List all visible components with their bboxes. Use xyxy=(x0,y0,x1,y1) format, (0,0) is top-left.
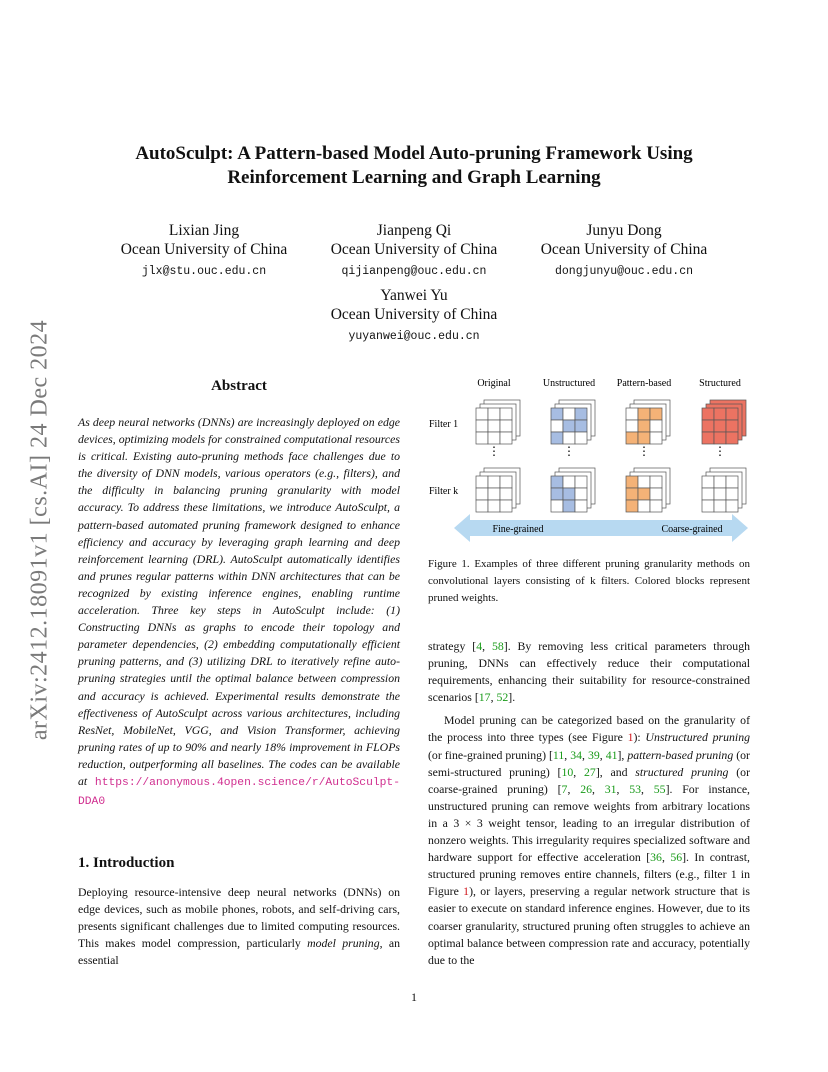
pruned-weight-cell xyxy=(575,408,587,420)
pruned-weight-cell xyxy=(626,488,638,500)
citation-link[interactable]: 17 xyxy=(478,690,491,705)
figure-ref-link[interactable]: 1 xyxy=(627,730,634,745)
author-email[interactable]: yuyanwei@ouc.edu.cn xyxy=(348,330,480,343)
weight-cell xyxy=(650,500,662,512)
intro-emphasis: model pruning xyxy=(307,936,380,951)
intro-text: Deploying resource-intensive deep neural networks (DNNs) on edge devices, such as mobile phones, robots, and self-driving cars, presents significant challenges due to limited computing resources. This makes model compression, particularly xyxy=(78,885,400,951)
weight-cell xyxy=(488,476,500,488)
weight-cell xyxy=(726,500,738,512)
pruned-weight-cell xyxy=(626,500,638,512)
author-name: Junyu Dong xyxy=(586,222,662,239)
pruned-weight-cell xyxy=(714,408,726,420)
pruned-weight-cell xyxy=(726,408,738,420)
arrow-label-left: Fine-grained xyxy=(492,524,544,535)
pruned-weight-cell xyxy=(563,488,575,500)
text-run: , xyxy=(482,639,492,653)
pruned-weight-cell xyxy=(638,488,650,500)
author-affiliation: Ocean University of China xyxy=(330,306,498,323)
figure-ref-link[interactable]: 1 xyxy=(463,884,470,899)
weight-cell xyxy=(476,420,488,432)
author-name: Jianpeng Qi xyxy=(376,222,452,239)
pruned-weight-cell xyxy=(702,420,714,432)
figure-column-label: Structured xyxy=(699,378,741,389)
weight-cell xyxy=(551,420,563,432)
citation-link[interactable]: 36 xyxy=(650,850,662,865)
title-line-1: AutoSculpt: A Pattern-based Model Auto-pruning Framework Using xyxy=(135,143,693,164)
arrow-label-right: Coarse-grained xyxy=(661,524,723,535)
abstract-body xyxy=(78,414,400,811)
page-number: 1 xyxy=(411,990,417,1004)
pruned-weight-cell xyxy=(714,420,726,432)
pruned-weight-cell xyxy=(726,420,738,432)
weight-cell xyxy=(500,500,512,512)
author-affiliation: Ocean University of China xyxy=(120,241,288,258)
pruned-weight-cell xyxy=(551,432,563,444)
abstract-heading: Abstract xyxy=(211,378,267,394)
weight-cell xyxy=(551,500,563,512)
text-run: ]. xyxy=(508,690,516,705)
pruned-weight-cell xyxy=(626,476,638,488)
citation-link[interactable]: 26 xyxy=(580,781,592,796)
weight-cell xyxy=(650,476,662,488)
weight-cell xyxy=(476,500,488,512)
code-link[interactable]: https://anonymous.4open.science/r/AutoSculpt-DDA0 xyxy=(78,776,400,809)
section-heading: 1. Introduction xyxy=(78,855,175,871)
weight-cell xyxy=(563,476,575,488)
weight-cell xyxy=(714,500,726,512)
weight-cell xyxy=(702,476,714,488)
ellipsis-dots: ⋮ xyxy=(563,444,575,458)
weight-cell xyxy=(476,476,488,488)
weight-cell xyxy=(575,500,587,512)
weight-cell xyxy=(500,476,512,488)
author-block xyxy=(524,221,724,281)
intro-paragraph xyxy=(78,884,400,969)
author-affiliation: Ocean University of China xyxy=(540,241,708,258)
ellipsis-dots: ⋮ xyxy=(714,444,726,458)
figure-row-label: Filter 1 xyxy=(429,419,459,430)
pruned-weight-cell xyxy=(726,432,738,444)
weight-cell xyxy=(488,488,500,500)
paper-title xyxy=(100,142,728,190)
pruned-weight-cell xyxy=(575,420,587,432)
weight-cell xyxy=(638,476,650,488)
author-name: Yanwei Yu xyxy=(380,287,448,304)
right-column-body xyxy=(428,638,750,969)
abstract-text: As deep neural networks (DNNs) are increasingly deployed on edge devices, optimizing models for constrained computational resources is critical. Existing auto-pruning methods face challenges due to the diversity of DNN models, various operators (e.g., filters), and the difficulty in balancing pruning granularity with model accuracy. To address these limitations, we introduce AutoSculpt, a pattern-based automated pruning framework designed to enhance efficiency and accuracy by leveraging graph learning and deep reinforcement learning (DRL). AutoSculpt automatically identifies and prunes regular patterns within DNN architectures that can be recognized by existing inference engines, enabling runtime acceleration. Three key steps in AutoSculpt include: (1) Constructing DNNs as graphs to encode their topology and parameter dependencies, (2) embedding computationally efficient pruning patterns, and (3) utilizing DRL to iteratively refine auto-pruning strategies until the optimal balance between compression and accuracy is achieved. Experimental results demonstrate the effectiveness of AutoSculpt across various architectures, including ResNet, MobileNet, VGG, and Vision Transformer, achieving pruning rates of up to 90% and nearly 18% improvement in FLOPs reduction, outperforming all baselines. The codes can be available at xyxy=(78,415,400,788)
text-run: , xyxy=(490,690,497,705)
figure-row-label: Filter k xyxy=(429,486,459,497)
citation-link[interactable]: 4 xyxy=(476,639,483,653)
weight-cell xyxy=(638,500,650,512)
figure-column-label: Unstructured xyxy=(542,378,596,389)
weight-cell xyxy=(650,420,662,432)
figure-column-label: Original xyxy=(477,378,511,389)
weight-cell xyxy=(488,420,500,432)
pruned-weight-cell xyxy=(551,408,563,420)
citation-link[interactable]: 31 xyxy=(604,781,617,796)
weight-cell xyxy=(500,420,512,432)
pruned-weight-cell xyxy=(638,432,650,444)
citation-link[interactable]: 53 xyxy=(629,781,642,796)
text-run: ]. By removing less critical parameters through pruning, DNNs can effectively reduce their computational requirements, enhancing their suitability for resource-constrained scenarios [ xyxy=(428,639,750,705)
paragraph: Model pruning can be categorized based on the granularity of the process into three types (see Figure 1): Unstructured pruning (or fine-grained pruning) [11, 34, 39, 41], pattern-based pruning (or semi-structured pruning) [10, 27], and structured pruning (or coarse-grained pruning) [7, 26, 31, 53, 55]. For instance, unstructured pruning can remove weights from arbitrary locations in a 3 × 3 weight tensor, leading to an irregular distribution of nonzero weights. This irregularity requires specialized software and hardware support for effective acceleration [36, 56]. In contrast, structured pruning removes entire channels, filters (e.g., filter 1 in Figure 1), or layers, preserving a regular network structure that is easier to execute on standard inference engines. However, due to its coarser granularity, structured pruning often struggles to achieve an optimal balance between compression rate and accuracy, potentially due to the xyxy=(428,713,750,967)
pruned-weight-cell xyxy=(551,476,563,488)
citation-link[interactable]: 52 xyxy=(496,690,509,705)
weight-cell xyxy=(575,476,587,488)
weight-cell xyxy=(563,432,575,444)
pruned-weight-cell xyxy=(702,408,714,420)
pruned-weight-cell xyxy=(638,420,650,432)
citation-link[interactable]: 39 xyxy=(587,747,600,762)
ellipsis-dots: ⋮ xyxy=(638,444,650,458)
paragraph xyxy=(428,638,750,706)
citation-link[interactable]: 11 xyxy=(552,747,565,762)
citation-link[interactable]: 27 xyxy=(584,764,596,779)
citation-link[interactable]: 55 xyxy=(653,781,666,796)
weight-cell xyxy=(563,408,575,420)
weight-cell xyxy=(500,432,512,444)
pruned-weight-cell xyxy=(714,432,726,444)
ellipsis-dots: ⋮ xyxy=(488,444,500,458)
weight-cell xyxy=(476,488,488,500)
pruned-weight-cell xyxy=(650,408,662,420)
author-affiliation: Ocean University of China xyxy=(330,241,498,258)
weight-cell xyxy=(626,408,638,420)
weight-cell xyxy=(488,408,500,420)
text-run: strategy [ xyxy=(428,639,477,653)
author-email[interactable]: dongjunyu@ouc.edu.cn xyxy=(554,265,694,278)
weight-cell xyxy=(488,432,500,444)
citation-link[interactable]: 41 xyxy=(605,747,618,762)
figure-caption: Figure 1. Examples of three different pruning granularity methods on convolutional layers consisting of k filters. Colored blocks represent pruned weights. xyxy=(428,558,750,604)
intro-tail: , an essential xyxy=(78,936,400,968)
weight-cell xyxy=(575,432,587,444)
weight-cell xyxy=(500,488,512,500)
citation-link[interactable]: 34 xyxy=(570,747,583,762)
author-block xyxy=(104,221,304,281)
weight-cell xyxy=(702,488,714,500)
weight-cell xyxy=(500,408,512,420)
author-email[interactable]: qijianpeng@ouc.edu.cn xyxy=(341,265,487,278)
citation-link[interactable]: 56 xyxy=(670,850,683,865)
pruned-weight-cell xyxy=(551,488,563,500)
pruned-weight-cell xyxy=(626,432,638,444)
citation-link[interactable]: 58 xyxy=(491,639,504,653)
citation-link[interactable]: 10 xyxy=(561,764,574,779)
pruned-weight-cell xyxy=(563,420,575,432)
weight-cell xyxy=(726,476,738,488)
author-block xyxy=(314,286,514,346)
author-block xyxy=(314,221,514,281)
title-line-2: Reinforcement Learning and Graph Learning xyxy=(227,167,601,188)
citation-link[interactable]: 7 xyxy=(561,781,568,796)
filter-grids xyxy=(476,400,746,512)
weight-cell xyxy=(650,432,662,444)
weight-cell xyxy=(702,500,714,512)
weight-cell xyxy=(714,476,726,488)
pruned-weight-cell xyxy=(563,500,575,512)
weight-cell xyxy=(488,500,500,512)
weight-cell xyxy=(714,488,726,500)
pruned-weight-cell xyxy=(702,432,714,444)
figure-column-label: Pattern-based xyxy=(616,378,672,389)
author-email[interactable]: jlx@stu.ouc.edu.cn xyxy=(141,265,267,278)
figure-1 xyxy=(420,372,760,550)
arxiv-identifier: arXiv:2412.18091v1 [cs.AI] 24 Dec 2024 xyxy=(26,319,53,741)
weight-cell xyxy=(650,488,662,500)
pruned-weight-cell xyxy=(638,408,650,420)
weight-cell xyxy=(575,488,587,500)
weight-cell xyxy=(476,432,488,444)
weight-cell xyxy=(626,420,638,432)
weight-cell xyxy=(476,408,488,420)
author-name: Lixian Jing xyxy=(168,222,240,239)
weight-cell xyxy=(726,488,738,500)
